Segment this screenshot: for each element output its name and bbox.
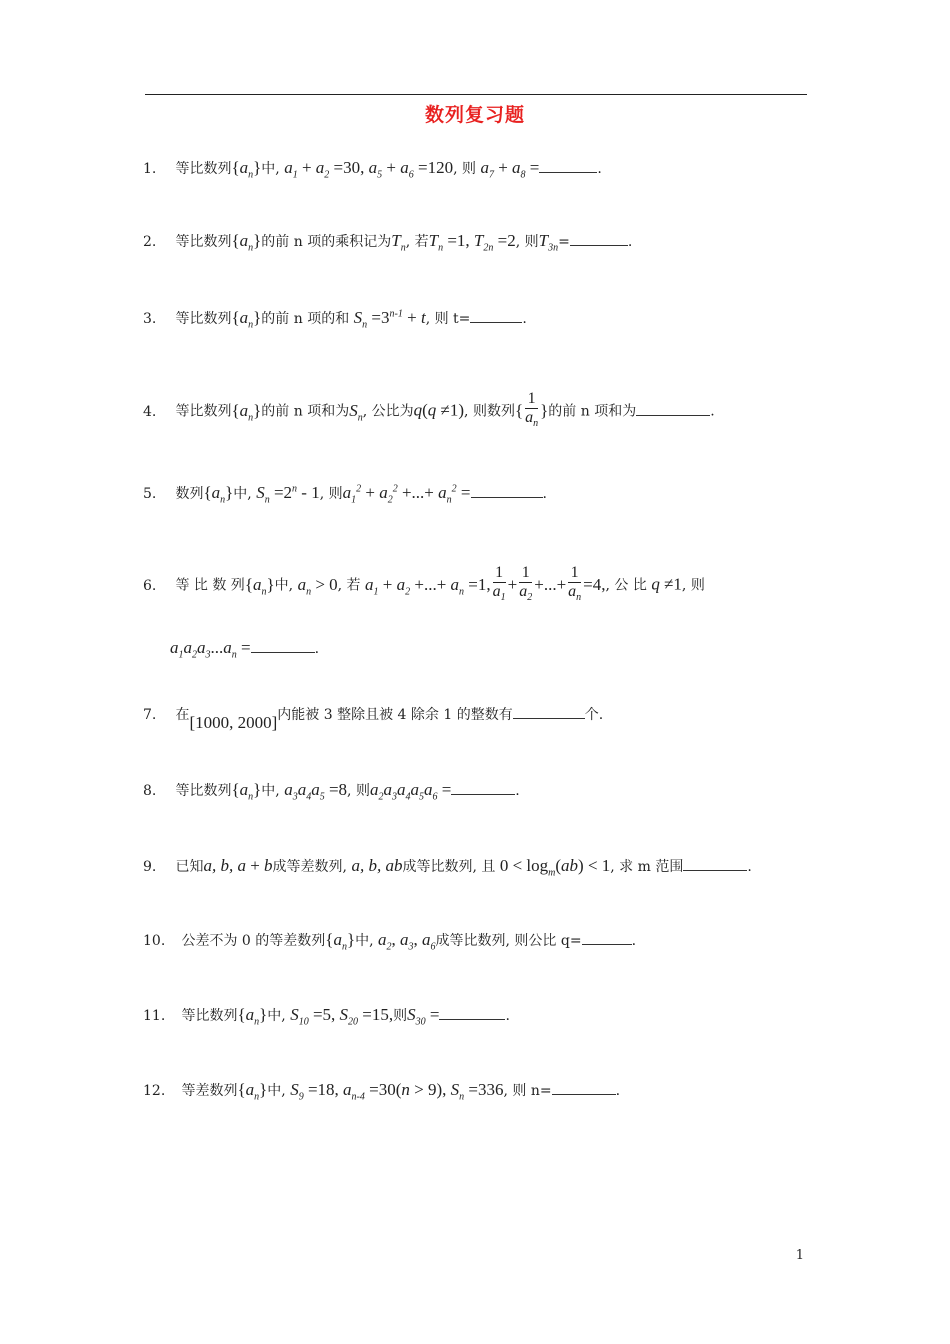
- answer-blank-8[interactable]: [451, 782, 515, 795]
- question-3: 3. 等比数列$\{a_n\}$的前 n 项的和 $S_n =3^{n-1} + t$, 则 t= .: [143, 308, 527, 331]
- question-6: 6. 等 比 数 列$\{a_n\}$中, $a_n > 0$, 若 $a_1 + a_2$ +...+ $a_n =1$, $\frac{1}{a_1}$ + $\frac{1}{a_2}$ +...+ $\frac{1}{a_n}$ =4,, 公 比 q ≠1, 则: [143, 564, 705, 604]
- question-11: 11. 等比数列$\{a_n\}$中, $S_{10} =5$, $S_{20} =15$,则$S_{30}$ = .: [143, 1005, 510, 1028]
- question-5: 5. 数列$\{a_n\}$中, $S_n =2^n - 1$, 则$a_1^2 + a_2^2$ +...+ $a_n^2$ = .: [143, 483, 547, 506]
- page-number: 1: [795, 1248, 804, 1263]
- question-10: 10. 公差不为 0 的等差数列$\{a_n\}$中, $a_2$, $a_3$, $a_6$成等比数列, 则公比 q= .: [143, 930, 637, 953]
- question-2: 2. 等比数列$\{a_n\}$的前 n 项的乘积记为$T_n$, 若$T_n =1$, $T_{2n} =2$, 则$T_{3n}=$ .: [143, 231, 633, 254]
- answer-blank-11[interactable]: [439, 1007, 505, 1020]
- page-title: 数列复习题: [424, 104, 525, 126]
- answer-blank-10[interactable]: [582, 932, 632, 945]
- answer-blank-1[interactable]: [539, 160, 597, 173]
- answer-blank-9[interactable]: [683, 858, 747, 871]
- answer-blank-6[interactable]: [251, 640, 315, 653]
- answer-blank-12[interactable]: [552, 1082, 616, 1095]
- question-12: 12. 等差数列$\{a_n\}$中, $S_9 =18$, $a_{n-4} =30(n > 9)$, $S_n =336$, 则 n= .: [143, 1080, 621, 1103]
- answer-blank-2[interactable]: [570, 233, 628, 246]
- header-rule: [145, 94, 807, 95]
- answer-blank-7[interactable]: [513, 706, 585, 719]
- answer-blank-5[interactable]: [471, 485, 543, 498]
- question-8: 8. 等比数列$\{a_n\}$中, $a_3a_4a_5 =8$, 则$a_2a_3a_4a_5a_6$ = .: [143, 780, 520, 803]
- question-6-line-2: $a_1a_2a_3...a_n$ = .: [170, 638, 320, 661]
- answer-blank-3[interactable]: [470, 310, 522, 323]
- question-9: 9. 已知a, b, a + b成等差数列, a, b, ab成等比数列, 且 $0 < \log_m(ab) < 1$, 求 m 范围 .: [143, 856, 752, 879]
- question-4: 4. 等比数列$\{a_n\}$的前 n 项和为$S_n$, 公比为q(q ≠1), 则数列{ $\frac{1}{a_n}$ }的前 n 项和为 .: [143, 390, 715, 430]
- question-7: 7. 在[1000, 2000]内能被 3 整除且被 4 除余 1 的整数有 个.: [143, 707, 604, 732]
- question-1: 1. 等比数列$\{a_n\}$中, $a_1 + a_2 =30$, $a_5 + a_6 =120$, 则 $a_7 + a_8$ = .: [143, 158, 602, 181]
- answer-blank-4[interactable]: [636, 403, 710, 416]
